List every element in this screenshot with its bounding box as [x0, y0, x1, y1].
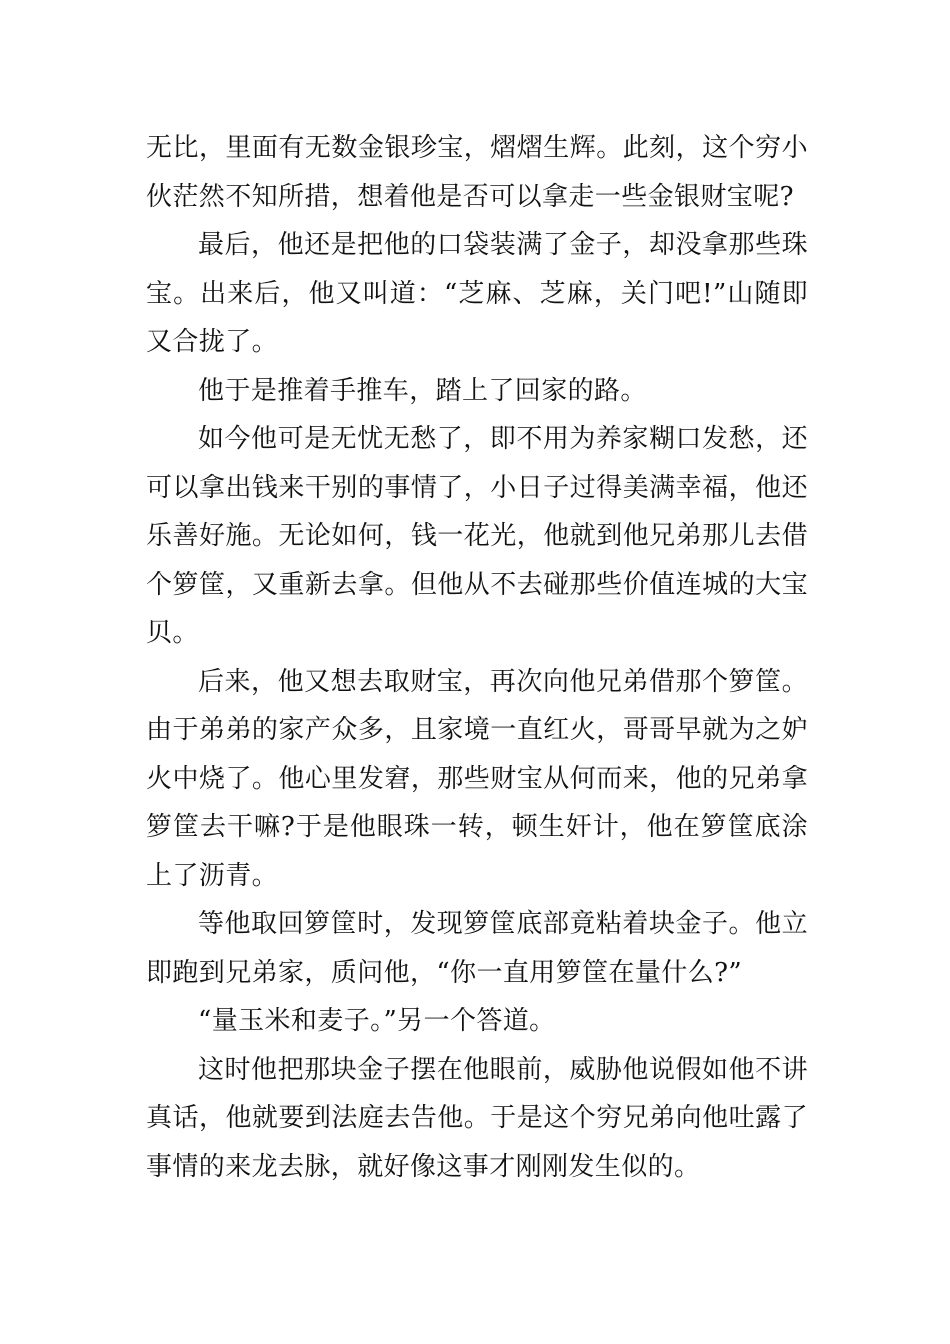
- paragraph: 这时他把那块金子摆在他眼前，威胁他说假如他不讲真话，他就要到法庭去告他。于是这个穷兄弟向他吐露了事情的来龙去脉，就好像这事才刚刚发生似的。: [146, 1054, 808, 1182]
- paragraph: 后来，他又想去取财宝，再次向他兄弟借那个箩筐。由于弟弟的家产众多，且家境一直红火，哥哥早就为之妒火中烧了。他心里发窘，那些财宝从何而来，他的兄弟拿箩筐去干嘛?于是他眼珠一转，顿生奸计，他在箩筐底涂上了沥青。: [146, 666, 808, 891]
- paragraph: 如今他可是无忧无愁了，即不用为养家糊口发愁，还可以拿出钱来干别的事情了，小日子过得美满幸福，他还乐善好施。无论如何，钱一花光，他就到他兄弟那儿去借个箩筐，又重新去拿。但他从不去碰那些价值连城的大宝贝。: [146, 424, 808, 648]
- paragraph: 等他取回箩筐时，发现箩筐底部竟粘着块金子。他立即跑到兄弟家，质问他，“你一直用箩筐在量什么?”: [146, 909, 808, 988]
- paragraph: 他于是推着手推车，踏上了回家的路。: [198, 375, 647, 406]
- paragraph-dialogue: “量玉米和麦子。”另一个答道。: [198, 1006, 556, 1036]
- paragraph-continued: 无比，里面有无数金银珍宝，熠熠生辉。此刻，这个穷小伙茫然不知所措，想着他是否可以拿走一些金银财宝呢?: [146, 133, 808, 212]
- story-text: [146, 124, 808, 1191]
- paragraph: 最后，他还是把他的口袋装满了金子，却没拿那些珠宝。出来后，他又叫道：“芝麻、芝麻，关门吧!”山随即又合拢了。: [146, 230, 808, 357]
